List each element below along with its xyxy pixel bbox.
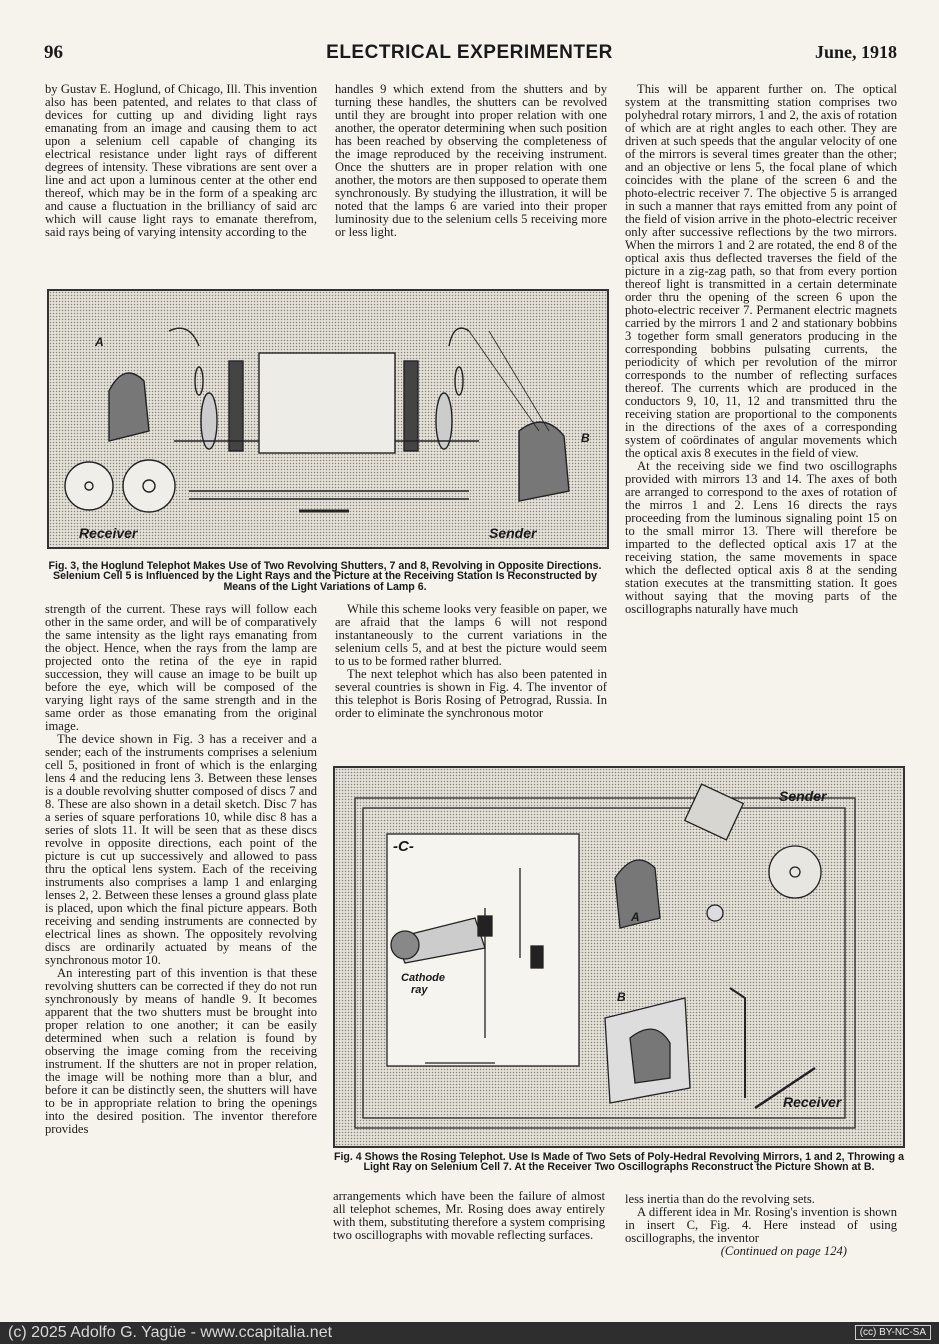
paragraph: While this scheme looks very feasible on paper, we are afraid that the lamps 6 will not respond instantaneously to the current variations in the selenium cells 5, and at best the picture would seem to us to be formed rather blurred. [335, 602, 607, 668]
paragraph: less inertia than do the revolving sets. [625, 1192, 815, 1206]
fig4-inset-label: -C- [393, 838, 414, 855]
paragraph: by Gustav E. Hoglund, of Chicago, Ill. This invention also has been patented, and relates to that class of devices for cutting up and dividing light rays emanating from an image and causing them to act upon a selenium cell capable of changing its electrical resistance under light rays of different degrees of intensity. These vibrations are sent over a line and act upon a luminous center at the other end thereof, which may be in the form of a speaking arc and cause a fluctuation in the brilliancy of said arc which will cause light rays to emanate therefrom, said rays being of varying intensity according to the [45, 82, 317, 239]
paragraph: strength of the current. These rays will follow each other in the same order, and will be of comparatively the same intensity as the light rays emanating from the object. Hence, when the rays from the lamp are projected onto the retina of the eye in rapid succession, they will cause an image to be built up before the eye, which will be composed of the varying light rays of the same strength and in the same order as those emanating from the original image. [45, 602, 317, 733]
fig4-sender-label: Sender [779, 788, 827, 804]
fig3-b-label: B [581, 431, 590, 445]
column1-mid [45, 603, 317, 1136]
fig4-a-label: A [631, 910, 640, 924]
license-badge: (cc) BY-NC-SA [855, 1325, 931, 1340]
magazine-title: ELECTRICAL EXPERIMENTER [326, 42, 613, 63]
fig4-ray-label: ray [411, 984, 428, 996]
paragraph: The next telephot which has also been patented in several countries is shown in Fig. 4. The inventor of this telephot is Boris Rosing of Petrograd, Russia. In order to eliminate the synchronous motor [335, 667, 607, 720]
fig4-cathode-label: Cathode [401, 972, 445, 984]
fig4-illustration [333, 766, 905, 1148]
fig4-drawing [335, 768, 903, 1146]
column2-bottom [333, 1190, 605, 1242]
copyright-notice: (c) 2025 Adolfo G. Yagüe - www.ccapitalia.net [8, 1324, 333, 1341]
column3 [625, 83, 897, 616]
paragraph: An interesting part of this invention is that these revolving shutters can be corrected if they do not run synchronously by means of handle 9. It becomes apparent that the two shutters must be brought into proper relation to one another; it can be easily determined when such a relation is found by observing the image coming from the receiving instrument. If the shutters are not in proper relation, the image will be nothing more than a blur, and before it can be distinctly seen, the shutters will have to be in appropriate relation to bring the openings into the desired position. The inventor therefore provides [45, 966, 317, 1136]
fig4-receiver-label: Receiver [783, 1094, 842, 1110]
continued-note: (Continued on page 124) [720, 1244, 847, 1258]
paragraph: At the receiving side we find two oscillographs provided with mirrors 13 and 14. The axes of both are arranged to correspond to the axes of rotation of the mirros 1 and 2. Lens 16 directs the rays proceeding from the luminous signaling point 15 on to the small mirror 13. There will therefore be imparted to the deflected optical axis 17 at the receiving station, the same movements in space which the deflected optical axis 8 at the sending station executes at the transmitting station. It goes without saying that the moving parts of the oscillographs naturally have much [625, 459, 897, 616]
fig4-b-label: B [617, 990, 626, 1004]
column2-top [335, 83, 607, 239]
fig3-caption: Fig. 3, the Hoglund Telephot Makes Use of Two Revolving Shutters, 7 and 8, Revolving in Opposite Directions. Selenium Cell 5 is Influenced by the Light Rays and the Picture at the Receiving Station Is Reconstructed by Means of the Light Variations of Lamp 6. [48, 560, 602, 593]
column1-top [45, 83, 317, 239]
fig3-drawing [49, 291, 607, 547]
fig3-illustration [47, 289, 609, 549]
footer-bar [0, 1322, 939, 1344]
paragraph: This will be apparent further on. The optical system at the transmitting station comprises two polyhedral rotary mirrors, 1 and 2, the axis of rotation of which are at right angles to each other. They are driven at such speeds that the angular velocity of one of the mirrors is several times greater than the other; and an objective or lens 5, the focal plane of which coincides with the plane of the screen 6 and the photo-electric receiver 7. The objective 5 is arranged in such a manner that rays emitted from any point of the field of vision arrive in the photo-electric receiver only after successive reflections by the two mirrors. When the mirrors 1 and 2 are rotated, the end 8 of the optical axis thus deflected traverses the field of the picture in a zig-zag path, so that from every portion thereof light is transmitted in a certain determinate order thru the opening of the screen 6 upon the photo-electric receiver 7. Permanent electric magnets carried by the mirrors 1 and 2 and stationary bobbins 3 together form small generators producing in the corresponding bobbins pulsating currents, the periodicity of which per revolution of the mirror corresponds to the number of reflecting surfaces thereof. The currents which are produced in the conductors 9, 10, 11, 12 and transmitted thru the receiving station are proportional to the components in the directions of the axes of a corresponding system of coördinates of angular movements which the optical axis 8 executes in the field of view. [625, 82, 897, 460]
fig3-sender-label: Sender [489, 525, 537, 541]
column3-bottom [625, 1193, 897, 1258]
paragraph: handles 9 which extend from the shutters and by turning these handles, the shutters can be revolved until they are brought into proper relation with one another, the operator determining when such position has been reached by observing the completeness of the image reproduced by the receiving instrument. Once the shutters are in proper relation with one another, the motors are then supposed to operate them synchronously. By studying the illustration, it will be noted that the lamps 6 are varied into their proper luminosity due to the selenium cells 5 receiving more or less light. [335, 82, 607, 239]
column2-mid [335, 603, 607, 720]
paragraph: A different idea in Mr. Rosing's invention is shown in insert C, Fig. 4. Here instead of using oscillographs, the inventor [625, 1205, 897, 1245]
paragraph: arrangements which have been the failure of almost all telephot schemes, Mr. Rosing does away entirely with them, substituting therefore a system comprising two oscillographs with movable reflecting surfaces. [333, 1189, 605, 1242]
page-number: 96 [44, 42, 63, 63]
fig4-caption: Fig. 4 Shows the Rosing Telephot. Use Is Made of Two Sets of Poly-Hedral Revolving Mirrors, 1 and 2, Throwing a Light Ray on Selenium Cell 7. At the Receiver Two Oscillographs Reconstruct the Picture Shown at B. [334, 1151, 904, 1174]
fig3-a-label: A [95, 335, 104, 349]
issue-date: June, 1918 [814, 42, 897, 62]
paragraph: The device shown in Fig. 3 has a receiver and a sender; each of the instruments comprises a selenium cell 5, positioned in front of which is the enlarging lens 4 and the reducing lens 3. Between these lenses is a double revolving shutter composed of discs 7 and 8. These are also shown in a detail sketch. Disc 7 has a series of square perforations 10, while disc 8 has a series of slots 11. It will be seen that as these discs revolve in opposite directions, each point of the picture is cut up successively and allowed to pass thru the optical lens system. Each of the receiving instruments also comprises a lamp 1 and enlarging lenses 2, 2. Between these lenses a ground glass plate is placed, upon which the final picture appears. Both receiving and sending instruments are connected by electrical lines as shown. The oppositely revolving discs are ordinarily actuated by means of the synchronous motor 10. [45, 732, 317, 967]
fig3-receiver-label: Receiver [79, 525, 138, 541]
